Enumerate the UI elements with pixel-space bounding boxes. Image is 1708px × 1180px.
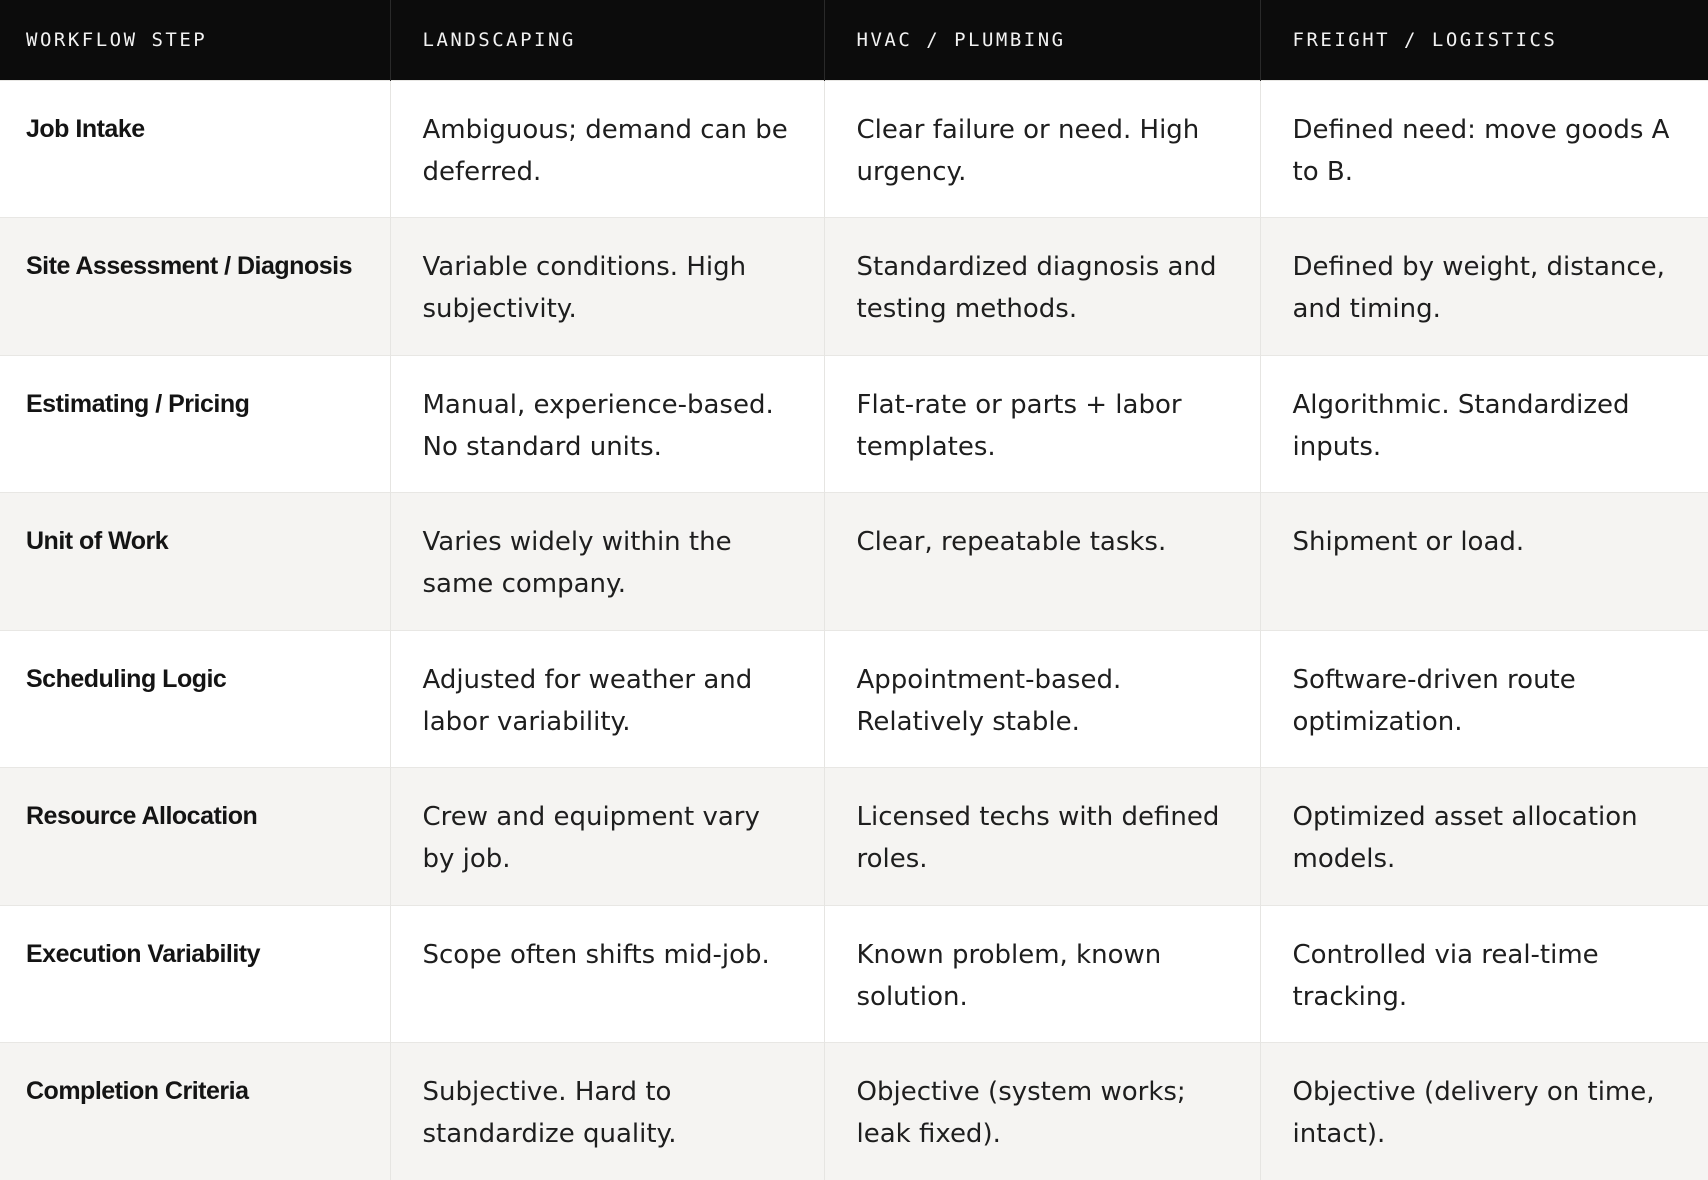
cell-freight-logistics: Optimized asset allocation models. <box>1260 768 1708 906</box>
cell-freight-logistics: Software-driven route optimization. <box>1260 630 1708 768</box>
table-row <box>0 905 1708 1043</box>
cell-hvac-plumbing: Flat-rate or parts + labor templates. <box>824 355 1260 493</box>
cell-hvac-plumbing: Known problem, known solution. <box>824 905 1260 1043</box>
table-header <box>0 0 1708 80</box>
cell-hvac-plumbing: Licensed techs with defined roles. <box>824 768 1260 906</box>
row-step-label: Job Intake <box>0 80 390 218</box>
table-row <box>0 355 1708 493</box>
cell-hvac-plumbing: Objective (system works; leak fixed). <box>824 1043 1260 1180</box>
cell-landscaping: Adjusted for weather and labor variability. <box>390 630 824 768</box>
row-step-label: Site Assessment / Diagnosis <box>0 218 390 356</box>
table-row <box>0 630 1708 768</box>
cell-hvac-plumbing: Standardized diagnosis and testing methods. <box>824 218 1260 356</box>
cell-freight-logistics: Objective (delivery on time, intact). <box>1260 1043 1708 1180</box>
header-landscaping: LANDSCAPING <box>390 0 824 80</box>
cell-landscaping: Crew and equipment vary by job. <box>390 768 824 906</box>
cell-hvac-plumbing: Clear failure or need. High urgency. <box>824 80 1260 218</box>
table-row <box>0 768 1708 906</box>
cell-freight-logistics: Defined need: move goods A to B. <box>1260 80 1708 218</box>
header-hvac-plumbing: HVAC / PLUMBING <box>824 0 1260 80</box>
cell-freight-logistics: Shipment or load. <box>1260 493 1708 631</box>
table-row <box>0 80 1708 218</box>
cell-landscaping: Scope often shifts mid-job. <box>390 905 824 1043</box>
row-step-label: Estimating / Pricing <box>0 355 390 493</box>
table-row <box>0 1043 1708 1180</box>
row-step-label: Execution Variability <box>0 905 390 1043</box>
cell-freight-logistics: Defined by weight, distance, and timing. <box>1260 218 1708 356</box>
row-step-label: Unit of Work <box>0 493 390 631</box>
cell-hvac-plumbing: Clear, repeatable tasks. <box>824 493 1260 631</box>
row-step-label: Completion Criteria <box>0 1043 390 1180</box>
header-freight-logistics: FREIGHT / LOGISTICS <box>1260 0 1708 80</box>
cell-hvac-plumbing: Appointment-based. Relatively stable. <box>824 630 1260 768</box>
table-row <box>0 218 1708 356</box>
cell-landscaping: Manual, experience-based. No standard units. <box>390 355 824 493</box>
cell-landscaping: Variable conditions. High subjectivity. <box>390 218 824 356</box>
cell-landscaping: Ambiguous; demand can be deferred. <box>390 80 824 218</box>
cell-freight-logistics: Algorithmic. Standardized inputs. <box>1260 355 1708 493</box>
cell-freight-logistics: Controlled via real-time tracking. <box>1260 905 1708 1043</box>
header-row <box>0 0 1708 80</box>
table-body <box>0 80 1708 1180</box>
cell-landscaping: Subjective. Hard to standardize quality. <box>390 1043 824 1180</box>
cell-landscaping: Varies widely within the same company. <box>390 493 824 631</box>
header-workflow-step: WORKFLOW STEP <box>0 0 390 80</box>
row-step-label: Scheduling Logic <box>0 630 390 768</box>
table-row <box>0 493 1708 631</box>
row-step-label: Resource Allocation <box>0 768 390 906</box>
